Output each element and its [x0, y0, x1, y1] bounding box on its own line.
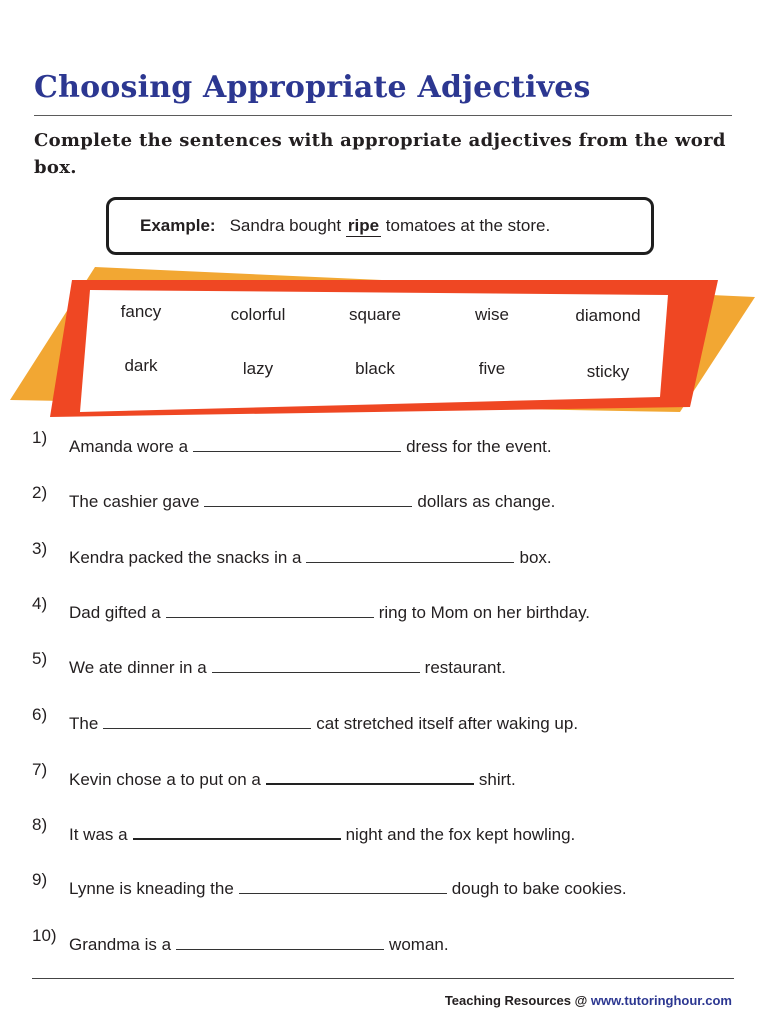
question-row	[32, 428, 732, 460]
title-divider	[34, 115, 732, 116]
question-row	[32, 538, 732, 571]
answer-blank[interactable]	[103, 711, 311, 729]
footer-link[interactable]: www.tutoringhour.com	[590, 993, 732, 1008]
word-box-frame	[0, 262, 768, 422]
question-sentence	[69, 821, 575, 845]
word-box-word: five	[478, 359, 506, 378]
question-sentence	[69, 655, 506, 678]
question-sentence	[69, 489, 555, 512]
example-after: tomatoes at the store.	[381, 216, 551, 235]
question-text-after: woman.	[389, 934, 449, 954]
question-text-after: dollars as change.	[417, 492, 556, 512]
question-text-after: shirt.	[478, 769, 516, 789]
word-box-word: sticky	[586, 362, 630, 381]
question-text-before: The cashier gave	[69, 492, 200, 512]
question-text-before: Amanda wore a	[69, 437, 189, 456]
question-row	[32, 593, 732, 626]
footer-divider	[32, 978, 734, 979]
question-text-before: We ate dinner in a	[69, 658, 207, 678]
question-sentence	[69, 545, 552, 568]
question-sentence	[69, 434, 552, 457]
question-number: 8)	[32, 815, 48, 835]
answer-blank[interactable]	[166, 600, 374, 618]
question-number: 5)	[32, 649, 48, 669]
question-text-before: Grandma is a	[69, 934, 172, 954]
answer-blank[interactable]	[193, 434, 401, 452]
question-text-before: It was a	[69, 825, 128, 845]
question-text-before: Kevin chose a to put on a	[69, 769, 261, 789]
answer-blank[interactable]	[133, 821, 341, 840]
question-text-before: Kendra packed the snacks in a	[69, 547, 302, 567]
word-box-word: colorful	[230, 305, 286, 324]
question-sentence	[69, 876, 627, 899]
question-sentence	[69, 711, 578, 734]
question-number: 1)	[32, 428, 48, 447]
question-row	[32, 759, 732, 792]
question-row	[32, 649, 732, 681]
word-box-word: black	[355, 359, 395, 378]
word-box-word: fancy	[120, 302, 162, 321]
question-row	[32, 704, 732, 737]
question-row	[32, 815, 732, 847]
word-box-word: square	[349, 305, 401, 324]
question-number: 3)	[32, 538, 48, 558]
question-sentence	[69, 600, 590, 623]
page-title: Choosing Appropriate Adjectives	[34, 70, 591, 105]
example-label: Example:	[140, 216, 216, 235]
question-text-after: box.	[519, 547, 552, 567]
question-number: 7)	[32, 759, 48, 779]
answer-blank[interactable]	[204, 489, 412, 507]
instructions: Complete the sentences with appropriate adjectives from the word box.	[34, 130, 726, 178]
answer-blank[interactable]	[239, 876, 447, 894]
word-box-word: lazy	[242, 359, 274, 378]
question-row	[32, 925, 732, 958]
question-text-after: dough to bake cookies.	[451, 879, 627, 899]
answer-blank[interactable]	[306, 545, 514, 563]
question-row	[32, 870, 732, 902]
answer-blank[interactable]	[212, 655, 420, 673]
question-text-after: cat stretched itself after waking up.	[316, 713, 579, 733]
question-number: 6)	[32, 704, 48, 724]
question-number: 2)	[32, 483, 48, 503]
answer-blank[interactable]	[266, 766, 474, 785]
question-text-after: night and the fox kept howling.	[345, 825, 576, 845]
example-answer: ripe	[347, 216, 380, 235]
example-sentence	[140, 216, 550, 237]
question-number: 9)	[32, 870, 48, 890]
question-sentence	[69, 932, 449, 955]
question-text-before: Dad gifted a	[69, 602, 161, 622]
word-box-word: diamond	[575, 306, 641, 325]
footer-credit	[445, 993, 732, 1008]
question-number: 4)	[32, 593, 48, 613]
question-number: 10)	[32, 925, 57, 945]
question-text-before: The	[69, 713, 99, 733]
example-before: Sandra bought	[229, 216, 346, 235]
answer-blank[interactable]	[176, 932, 384, 950]
footer-prefix: Teaching Resources @	[444, 993, 591, 1008]
question-text-after: dress for the event.	[406, 437, 552, 456]
word-box-word: dark	[124, 356, 158, 375]
question-sentence	[69, 766, 516, 790]
question-text-after: restaurant.	[424, 658, 506, 678]
question-text-before: Lynne is kneading the	[69, 879, 234, 899]
question-row	[32, 483, 732, 515]
question-text-after: ring to Mom on her birthday.	[378, 602, 591, 622]
word-box-word: wise	[474, 305, 510, 324]
